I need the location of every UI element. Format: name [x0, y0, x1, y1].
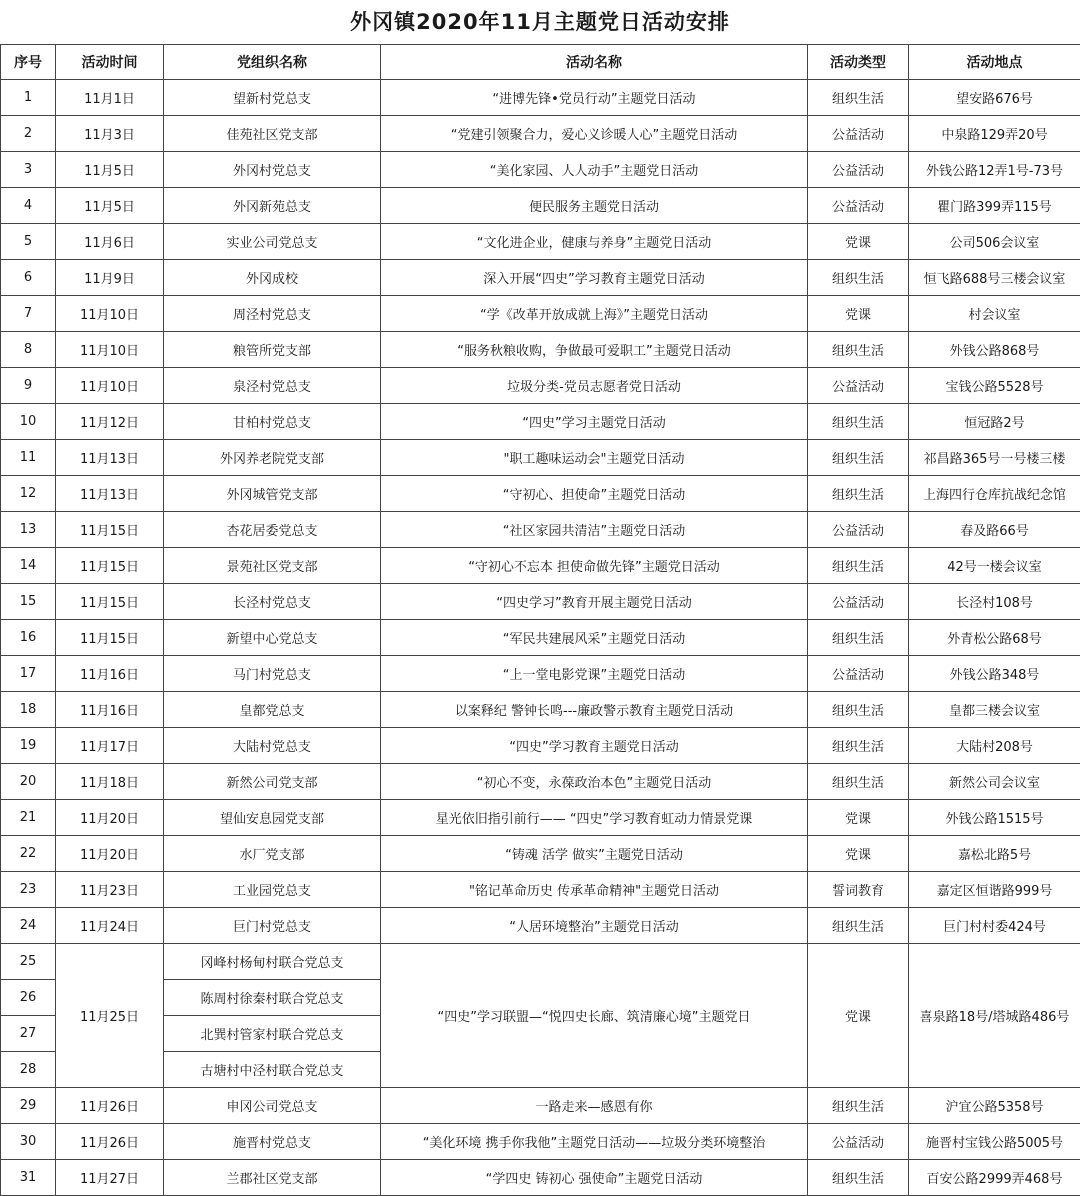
- header-date: 活动时间: [56, 45, 164, 80]
- cell-org: 长泾村党总支: [164, 584, 381, 620]
- cell-activity: “铸魂 活学 做实”主题党日活动: [381, 836, 808, 872]
- cell-no: 16: [1, 620, 56, 656]
- cell-place: 中泉路129弄20号: [909, 116, 1080, 152]
- cell-no: 7: [1, 296, 56, 332]
- cell-type: 公益活动: [808, 188, 909, 224]
- table-row: [1, 620, 1080, 656]
- table-row: [1, 224, 1080, 260]
- table-row: [1, 548, 1080, 584]
- cell-date: 11月20日: [56, 836, 164, 872]
- cell-org: 外冈成校: [164, 260, 381, 296]
- cell-place: 上海四行仓库抗战纪念馆: [909, 476, 1080, 512]
- cell-place: 宝钱公路5528号: [909, 368, 1080, 404]
- cell-type: 公益活动: [808, 1124, 909, 1160]
- header-no: 序号: [1, 45, 56, 80]
- table-row: [1, 764, 1080, 800]
- cell-type: 组织生活: [808, 620, 909, 656]
- cell-type: 组织生活: [808, 1160, 909, 1196]
- cell-activity: “上一堂电影党课”主题党日活动: [381, 656, 808, 692]
- table-row: [1, 188, 1080, 224]
- table-row: [1, 656, 1080, 692]
- cell-date: 11月23日: [56, 872, 164, 908]
- cell-date: 11月15日: [56, 548, 164, 584]
- table-row: [1, 332, 1080, 368]
- table-row: [1, 836, 1080, 872]
- cell-date: 11月24日: [56, 908, 164, 944]
- cell-place: 42号一楼会议室: [909, 548, 1080, 584]
- cell-place: 外青松公路68号: [909, 620, 1080, 656]
- cell-activity: “学《改革开放成就上海》”主题党日活动: [381, 296, 808, 332]
- cell-type: 公益活动: [808, 656, 909, 692]
- cell-date: 11月1日: [56, 80, 164, 116]
- cell-date: 11月12日: [56, 404, 164, 440]
- cell-org: 新然公司党支部: [164, 764, 381, 800]
- cell-activity: “守初心、担使命”主题党日活动: [381, 476, 808, 512]
- cell-place: 大陆村208号: [909, 728, 1080, 764]
- cell-place: 望安路676号: [909, 80, 1080, 116]
- cell-no: 24: [1, 908, 56, 944]
- cell-activity: “进博先锋•党员行动”主题党日活动: [381, 80, 808, 116]
- cell-no: 17: [1, 656, 56, 692]
- cell-place: 恒飞路688号三楼会议室: [909, 260, 1080, 296]
- cell-date: 11月26日: [56, 1124, 164, 1160]
- cell-activity: 便民服务主题党日活动: [381, 188, 808, 224]
- cell-place: 恒冠路2号: [909, 404, 1080, 440]
- cell-no: 5: [1, 224, 56, 260]
- cell-date: 11月25日: [56, 944, 164, 1088]
- cell-org: 马门村党总支: [164, 656, 381, 692]
- cell-org: 工业园党总支: [164, 872, 381, 908]
- cell-place: 外钱公路1515号: [909, 800, 1080, 836]
- header-activity: 活动名称: [381, 45, 808, 80]
- table-row: [1, 152, 1080, 188]
- cell-no: 21: [1, 800, 56, 836]
- cell-activity: 深入开展“四史”学习教育主题党日活动: [381, 260, 808, 296]
- cell-no: 2: [1, 116, 56, 152]
- table-row: [1, 116, 1080, 152]
- cell-no: 29: [1, 1088, 56, 1124]
- cell-place: 瞿门路399弄115号: [909, 188, 1080, 224]
- cell-date: 11月16日: [56, 656, 164, 692]
- table-row: [1, 512, 1080, 548]
- cell-org: 甘柏村党总支: [164, 404, 381, 440]
- cell-no: 12: [1, 476, 56, 512]
- cell-place: 村会议室: [909, 296, 1080, 332]
- cell-no: 28: [1, 1052, 56, 1088]
- cell-place: 外钱公路12弄1号-73号: [909, 152, 1080, 188]
- cell-place: 外钱公路868号: [909, 332, 1080, 368]
- cell-date: 11月15日: [56, 620, 164, 656]
- cell-no: 11: [1, 440, 56, 476]
- cell-activity: “党建引领聚合力，爱心义诊暖人心”主题党日活动: [381, 116, 808, 152]
- cell-activity: “社区家园共清洁”主题党日活动: [381, 512, 808, 548]
- cell-type: 组织生活: [808, 764, 909, 800]
- table-row: [1, 1160, 1080, 1196]
- cell-date: 11月15日: [56, 584, 164, 620]
- cell-place: 喜泉路18号/塔城路486号: [909, 944, 1080, 1088]
- cell-date: 11月3日: [56, 116, 164, 152]
- cell-no: 4: [1, 188, 56, 224]
- cell-org: 外冈村党总支: [164, 152, 381, 188]
- cell-date: 11月15日: [56, 512, 164, 548]
- cell-place: 春及路66号: [909, 512, 1080, 548]
- cell-no: 27: [1, 1016, 56, 1052]
- cell-org: 申冈公司党总支: [164, 1088, 381, 1124]
- cell-type: 公益活动: [808, 116, 909, 152]
- cell-no: 14: [1, 548, 56, 584]
- header-org: 党组织名称: [164, 45, 381, 80]
- cell-place: 百安公路2999弄468号: [909, 1160, 1080, 1196]
- cell-activity: 以案释纪 警钟长鸣---廉政警示教育主题党日活动: [381, 692, 808, 728]
- cell-no: 10: [1, 404, 56, 440]
- cell-date: 11月6日: [56, 224, 164, 260]
- cell-activity: 星光依旧指引前行—— “四史”学习教育虹动力情景党课: [381, 800, 808, 836]
- cell-org: 外冈新苑总支: [164, 188, 381, 224]
- cell-activity: “美化环境 携手你我他”主题党日活动——垃圾分类环境整治: [381, 1124, 808, 1160]
- cell-org: 古塘村中泾村联合党总支: [164, 1052, 381, 1088]
- cell-org: 皇都党总支: [164, 692, 381, 728]
- cell-org: 兰郡社区党支部: [164, 1160, 381, 1196]
- cell-activity: “四史”学习联盟—“悦四史长廊、筑清廉心境”主题党日: [381, 944, 808, 1088]
- cell-org: 粮管所党支部: [164, 332, 381, 368]
- table-row: [1, 584, 1080, 620]
- cell-date: 11月18日: [56, 764, 164, 800]
- cell-type: 组织生活: [808, 476, 909, 512]
- table-row: [1, 692, 1080, 728]
- cell-date: 11月27日: [56, 1160, 164, 1196]
- cell-type: 公益活动: [808, 368, 909, 404]
- cell-type: 公益活动: [808, 584, 909, 620]
- table-row: [1, 368, 1080, 404]
- cell-org: 陈周村徐秦村联合党总支: [164, 980, 381, 1016]
- cell-place: 新然公司会议室: [909, 764, 1080, 800]
- page-title: 外冈镇2020年11月主题党日活动安排: [0, 0, 1080, 44]
- cell-org: 泉泾村党总支: [164, 368, 381, 404]
- cell-type: 组织生活: [808, 404, 909, 440]
- cell-type: 公益活动: [808, 512, 909, 548]
- table-row: [1, 440, 1080, 476]
- cell-org: 巨门村党总支: [164, 908, 381, 944]
- cell-no: 20: [1, 764, 56, 800]
- cell-type: 组织生活: [808, 908, 909, 944]
- cell-place: 皇都三楼会议室: [909, 692, 1080, 728]
- cell-type: 组织生活: [808, 728, 909, 764]
- table-row: [1, 728, 1080, 764]
- table-row: [1, 404, 1080, 440]
- cell-org: 杏花居委党总支: [164, 512, 381, 548]
- cell-activity: “四史”学习教育主题党日活动: [381, 728, 808, 764]
- table-row: [1, 872, 1080, 908]
- cell-org: 大陆村党总支: [164, 728, 381, 764]
- cell-org: 水厂党支部: [164, 836, 381, 872]
- header-type: 活动类型: [808, 45, 909, 80]
- table-row: [1, 1124, 1080, 1160]
- cell-type: 组织生活: [808, 692, 909, 728]
- cell-org: 冈峰村杨甸村联合党总支: [164, 944, 381, 980]
- cell-no: 30: [1, 1124, 56, 1160]
- cell-place: 施晋村宝钱公路5005号: [909, 1124, 1080, 1160]
- cell-date: 11月13日: [56, 476, 164, 512]
- cell-activity: 垃圾分类-党员志愿者党日活动: [381, 368, 808, 404]
- header-place: 活动地点: [909, 45, 1080, 80]
- cell-activity: “四史”学习主题党日活动: [381, 404, 808, 440]
- cell-type: 组织生活: [808, 332, 909, 368]
- cell-no: 9: [1, 368, 56, 404]
- header-row: [1, 45, 1080, 80]
- table-row: [1, 260, 1080, 296]
- cell-no: 31: [1, 1160, 56, 1196]
- cell-type: 党课: [808, 224, 909, 260]
- cell-type: 组织生活: [808, 80, 909, 116]
- cell-date: 11月5日: [56, 152, 164, 188]
- cell-activity: “守初心不忘本 担使命做先锋”主题党日活动: [381, 548, 808, 584]
- cell-no: 25: [1, 944, 56, 980]
- cell-place: 沪宜公路5358号: [909, 1088, 1080, 1124]
- cell-date: 11月10日: [56, 296, 164, 332]
- cell-org: 北巽村管家村联合党总支: [164, 1016, 381, 1052]
- cell-org: 新望中心党总支: [164, 620, 381, 656]
- cell-org: 外冈城管党支部: [164, 476, 381, 512]
- cell-place: 长泾村108号: [909, 584, 1080, 620]
- cell-activity: “学四史 铸初心 强使命”主题党日活动: [381, 1160, 808, 1196]
- cell-no: 22: [1, 836, 56, 872]
- cell-date: 11月26日: [56, 1088, 164, 1124]
- cell-no: 19: [1, 728, 56, 764]
- cell-date: 11月10日: [56, 368, 164, 404]
- cell-no: 13: [1, 512, 56, 548]
- cell-date: 11月16日: [56, 692, 164, 728]
- table-row: [1, 296, 1080, 332]
- cell-org: 周泾村党总支: [164, 296, 381, 332]
- cell-org: 实业公司党总支: [164, 224, 381, 260]
- cell-no: 15: [1, 584, 56, 620]
- cell-activity: “军民共建展风采”主题党日活动: [381, 620, 808, 656]
- cell-org: 外冈养老院党支部: [164, 440, 381, 476]
- cell-activity: “文化进企业，健康与养身”主题党日活动: [381, 224, 808, 260]
- cell-type: 组织生活: [808, 440, 909, 476]
- cell-no: 6: [1, 260, 56, 296]
- cell-date: 11月20日: [56, 800, 164, 836]
- cell-no: 3: [1, 152, 56, 188]
- cell-place: 巨门村村委424号: [909, 908, 1080, 944]
- cell-no: 8: [1, 332, 56, 368]
- cell-type: 党课: [808, 836, 909, 872]
- cell-date: 11月17日: [56, 728, 164, 764]
- cell-type: 组织生活: [808, 548, 909, 584]
- cell-no: 26: [1, 980, 56, 1016]
- table-row: [1, 80, 1080, 116]
- cell-place: 公司506会议室: [909, 224, 1080, 260]
- schedule-table: [0, 44, 1080, 1196]
- cell-activity: "铭记革命历史 传承革命精神"主题党日活动: [381, 872, 808, 908]
- cell-activity: “服务秋粮收购，争做最可爱职工”主题党日活动: [381, 332, 808, 368]
- cell-date: 11月13日: [56, 440, 164, 476]
- cell-type: 党课: [808, 944, 909, 1088]
- table-row: [1, 1088, 1080, 1124]
- cell-place: 祁昌路365号一号楼三楼: [909, 440, 1080, 476]
- cell-org: 望仙安息园党支部: [164, 800, 381, 836]
- cell-no: 23: [1, 872, 56, 908]
- cell-activity: “初心不变，永葆政治本色”主题党日活动: [381, 764, 808, 800]
- cell-date: 11月9日: [56, 260, 164, 296]
- cell-place: 外钱公路348号: [909, 656, 1080, 692]
- cell-activity: "职工趣味运动会"主题党日活动: [381, 440, 808, 476]
- cell-type: 誓词教育: [808, 872, 909, 908]
- cell-no: 1: [1, 80, 56, 116]
- table-row: [1, 908, 1080, 944]
- cell-activity: “美化家园、人人动手”主题党日活动: [381, 152, 808, 188]
- cell-activity: 一路走来—感恩有你: [381, 1088, 808, 1124]
- cell-type: 党课: [808, 296, 909, 332]
- cell-activity: “人居环境整治”主题党日活动: [381, 908, 808, 944]
- cell-place: 嘉松北路5号: [909, 836, 1080, 872]
- cell-activity: “四史学习”教育开展主题党日活动: [381, 584, 808, 620]
- table-row: [1, 800, 1080, 836]
- cell-no: 18: [1, 692, 56, 728]
- cell-type: 组织生活: [808, 1088, 909, 1124]
- table-row: [1, 476, 1080, 512]
- cell-org: 景苑社区党支部: [164, 548, 381, 584]
- cell-type: 组织生活: [808, 260, 909, 296]
- cell-date: 11月10日: [56, 332, 164, 368]
- table-row: [1, 944, 1080, 980]
- cell-type: 公益活动: [808, 152, 909, 188]
- cell-org: 施晋村党总支: [164, 1124, 381, 1160]
- cell-org: 佳苑社区党支部: [164, 116, 381, 152]
- cell-org: 望新村党总支: [164, 80, 381, 116]
- cell-place: 嘉定区恒谐路999号: [909, 872, 1080, 908]
- cell-type: 党课: [808, 800, 909, 836]
- cell-date: 11月5日: [56, 188, 164, 224]
